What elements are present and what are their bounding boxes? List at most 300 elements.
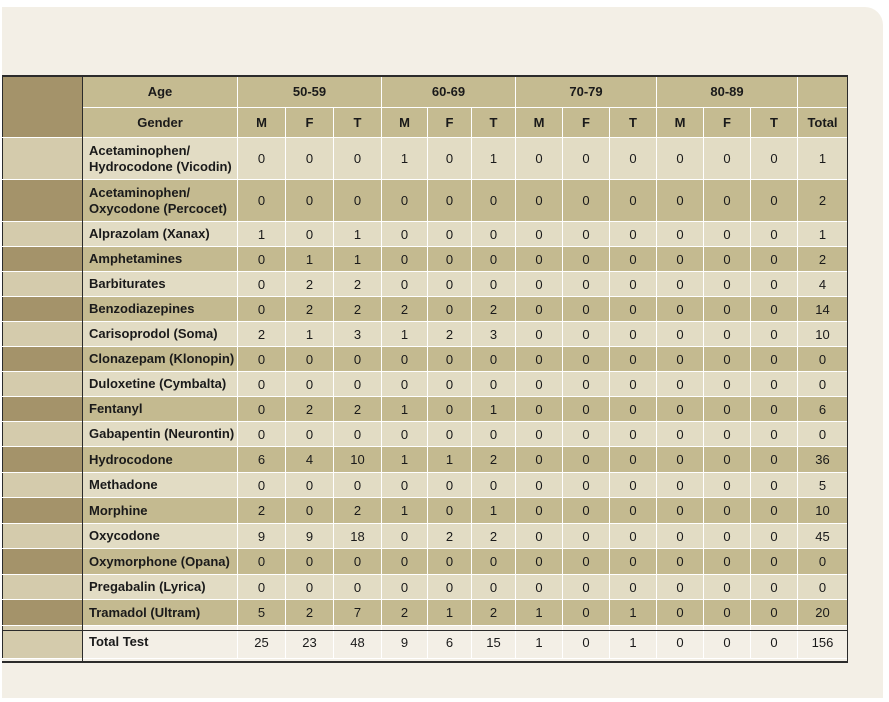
table-row bbox=[3, 347, 848, 372]
count-value: 0 bbox=[657, 138, 704, 180]
count-value: 0 bbox=[238, 247, 286, 272]
table-row bbox=[3, 397, 848, 422]
count-value: 1 bbox=[610, 600, 657, 626]
gender-cell: F bbox=[428, 108, 472, 138]
count-value: 0 bbox=[751, 422, 798, 447]
drug-name: Oxymorphone (Opana) bbox=[83, 549, 238, 575]
count-value: 2 bbox=[238, 498, 286, 524]
count-value: 0 bbox=[516, 524, 563, 549]
age-group-70-79: 70-79 bbox=[516, 76, 657, 108]
count-value: 0 bbox=[610, 372, 657, 397]
gender-cell: M bbox=[657, 108, 704, 138]
count-value: 0 bbox=[238, 473, 286, 498]
table-row bbox=[3, 222, 848, 247]
count-value: 0 bbox=[610, 180, 657, 222]
row-stub bbox=[3, 138, 83, 180]
count-value: 0 bbox=[428, 297, 472, 322]
drug-name: Clonazepam (Klonopin) bbox=[83, 347, 238, 372]
row-stub bbox=[3, 447, 83, 473]
count-value: 9 bbox=[286, 524, 334, 549]
count-value: 0 bbox=[516, 180, 563, 222]
count-value: 0 bbox=[286, 575, 334, 600]
total-row bbox=[3, 626, 848, 659]
row-stub bbox=[3, 76, 83, 138]
total-value: 0 bbox=[798, 422, 848, 447]
count-value: 0 bbox=[238, 372, 286, 397]
gender-cell: M bbox=[382, 108, 428, 138]
count-value: 1 bbox=[610, 626, 657, 659]
count-value: 0 bbox=[657, 422, 704, 447]
count-value: 0 bbox=[751, 397, 798, 422]
count-value: 0 bbox=[238, 549, 286, 575]
count-value: 0 bbox=[428, 473, 472, 498]
count-value: 0 bbox=[704, 422, 751, 447]
count-value: 0 bbox=[751, 222, 798, 247]
count-value: 0 bbox=[516, 498, 563, 524]
age-group-60-69: 60-69 bbox=[382, 76, 516, 108]
count-value: 0 bbox=[428, 138, 472, 180]
count-value: 0 bbox=[751, 600, 798, 626]
count-value: 0 bbox=[472, 222, 516, 247]
count-value: 0 bbox=[428, 575, 472, 600]
row-stub bbox=[3, 297, 83, 322]
table-row bbox=[3, 447, 848, 473]
count-value: 2 bbox=[286, 397, 334, 422]
count-value: 0 bbox=[751, 575, 798, 600]
count-value: 0 bbox=[382, 549, 428, 575]
row-stub bbox=[3, 473, 83, 498]
drug-name: Alprazolam (Xanax) bbox=[83, 222, 238, 247]
count-value: 0 bbox=[563, 524, 610, 549]
total-value: 0 bbox=[798, 372, 848, 397]
count-value: 0 bbox=[704, 498, 751, 524]
drug-name: Fentanyl bbox=[83, 397, 238, 422]
count-value: 0 bbox=[657, 297, 704, 322]
count-value: 1 bbox=[286, 247, 334, 272]
count-value: 0 bbox=[704, 447, 751, 473]
row-stub bbox=[3, 524, 83, 549]
count-value: 2 bbox=[286, 600, 334, 626]
count-value: 0 bbox=[704, 473, 751, 498]
row-stub bbox=[3, 272, 83, 297]
drug-name: Methadone bbox=[83, 473, 238, 498]
count-value: 0 bbox=[472, 549, 516, 575]
gender-cell: T bbox=[610, 108, 657, 138]
total-value: 156 bbox=[798, 626, 848, 659]
table-row bbox=[3, 297, 848, 322]
total-value: 10 bbox=[798, 498, 848, 524]
count-value: 0 bbox=[704, 297, 751, 322]
count-value: 0 bbox=[751, 473, 798, 498]
count-value: 2 bbox=[334, 297, 382, 322]
count-value: 0 bbox=[334, 549, 382, 575]
count-value: 0 bbox=[428, 180, 472, 222]
count-value: 0 bbox=[472, 575, 516, 600]
row-stub bbox=[3, 247, 83, 272]
gender-cell: M bbox=[238, 108, 286, 138]
count-value: 0 bbox=[657, 626, 704, 659]
count-value: 0 bbox=[657, 322, 704, 347]
count-value: 0 bbox=[610, 347, 657, 372]
count-value: 0 bbox=[428, 272, 472, 297]
count-value: 0 bbox=[610, 524, 657, 549]
table-row bbox=[3, 524, 848, 549]
table-row bbox=[3, 600, 848, 626]
count-value: 0 bbox=[238, 180, 286, 222]
table-row bbox=[3, 247, 848, 272]
row-stub bbox=[3, 397, 83, 422]
gender-cell: T bbox=[751, 108, 798, 138]
count-value: 0 bbox=[563, 247, 610, 272]
count-value: 0 bbox=[516, 473, 563, 498]
count-value: 0 bbox=[334, 347, 382, 372]
drug-name: Barbiturates bbox=[83, 272, 238, 297]
count-value: 0 bbox=[472, 180, 516, 222]
count-value: 0 bbox=[334, 138, 382, 180]
count-value: 2 bbox=[382, 297, 428, 322]
count-value: 0 bbox=[751, 549, 798, 575]
total-value: 5 bbox=[798, 473, 848, 498]
count-value: 0 bbox=[610, 473, 657, 498]
count-value: 0 bbox=[704, 575, 751, 600]
count-value: 0 bbox=[704, 397, 751, 422]
count-value: 0 bbox=[610, 498, 657, 524]
count-value: 0 bbox=[516, 222, 563, 247]
count-value: 1 bbox=[428, 447, 472, 473]
count-value: 0 bbox=[563, 372, 610, 397]
count-value: 1 bbox=[516, 626, 563, 659]
count-value: 0 bbox=[472, 422, 516, 447]
row-stub bbox=[3, 575, 83, 600]
table-row bbox=[3, 575, 848, 600]
count-value: 1 bbox=[238, 222, 286, 247]
total-value: 10 bbox=[798, 322, 848, 347]
count-value: 2 bbox=[286, 272, 334, 297]
table-row bbox=[3, 498, 848, 524]
count-value: 0 bbox=[657, 447, 704, 473]
count-value: 0 bbox=[610, 322, 657, 347]
row-stub bbox=[3, 600, 83, 626]
count-value: 0 bbox=[286, 422, 334, 447]
drug-name: Acetaminophen/ Oxycodone (Percocet) bbox=[83, 180, 238, 222]
count-value: 0 bbox=[563, 347, 610, 372]
count-value: 0 bbox=[751, 347, 798, 372]
count-value: 0 bbox=[610, 549, 657, 575]
count-value: 5 bbox=[238, 600, 286, 626]
count-value: 0 bbox=[657, 180, 704, 222]
count-value: 2 bbox=[334, 272, 382, 297]
count-value: 0 bbox=[610, 222, 657, 247]
age-group-80-89: 80-89 bbox=[657, 76, 798, 108]
count-value: 0 bbox=[238, 422, 286, 447]
count-value: 0 bbox=[563, 626, 610, 659]
count-value: 0 bbox=[704, 600, 751, 626]
count-value: 1 bbox=[382, 447, 428, 473]
count-value: 0 bbox=[286, 372, 334, 397]
total-value: 6 bbox=[798, 397, 848, 422]
drug-name: Total Test bbox=[83, 626, 238, 659]
count-value: 0 bbox=[516, 372, 563, 397]
count-value: 0 bbox=[382, 180, 428, 222]
count-value: 0 bbox=[334, 180, 382, 222]
header-row-gender bbox=[3, 108, 848, 138]
count-value: 0 bbox=[334, 575, 382, 600]
count-value: 1 bbox=[472, 397, 516, 422]
count-value: 1 bbox=[382, 322, 428, 347]
count-value: 0 bbox=[238, 397, 286, 422]
count-value: 0 bbox=[704, 222, 751, 247]
count-value: 2 bbox=[428, 524, 472, 549]
count-value: 0 bbox=[610, 575, 657, 600]
gender-cell: M bbox=[516, 108, 563, 138]
count-value: 0 bbox=[563, 498, 610, 524]
count-value: 2 bbox=[472, 297, 516, 322]
count-value: 0 bbox=[516, 272, 563, 297]
count-value: 6 bbox=[238, 447, 286, 473]
count-value: 2 bbox=[334, 498, 382, 524]
count-value: 0 bbox=[516, 247, 563, 272]
drug-name: Carisoprodol (Soma) bbox=[83, 322, 238, 347]
count-value: 0 bbox=[704, 272, 751, 297]
count-value: 0 bbox=[286, 498, 334, 524]
count-value: 7 bbox=[334, 600, 382, 626]
count-value: 2 bbox=[334, 397, 382, 422]
count-value: 6 bbox=[428, 626, 472, 659]
drug-name: Pregabalin (Lyrica) bbox=[83, 575, 238, 600]
count-value: 0 bbox=[428, 222, 472, 247]
count-value: 0 bbox=[472, 347, 516, 372]
count-value: 2 bbox=[428, 322, 472, 347]
count-value: 1 bbox=[428, 600, 472, 626]
count-value: 48 bbox=[334, 626, 382, 659]
count-value: 0 bbox=[516, 397, 563, 422]
count-value: 0 bbox=[657, 524, 704, 549]
total-value: 4 bbox=[798, 272, 848, 297]
count-value: 0 bbox=[516, 422, 563, 447]
count-value: 0 bbox=[751, 297, 798, 322]
count-value: 0 bbox=[428, 422, 472, 447]
count-value: 0 bbox=[563, 272, 610, 297]
count-value: 0 bbox=[516, 347, 563, 372]
count-value: 0 bbox=[751, 524, 798, 549]
count-value: 0 bbox=[382, 524, 428, 549]
count-value: 0 bbox=[382, 272, 428, 297]
count-value: 0 bbox=[657, 372, 704, 397]
count-value: 0 bbox=[751, 180, 798, 222]
row-stub bbox=[3, 372, 83, 397]
total-header: Total bbox=[798, 108, 848, 138]
count-value: 0 bbox=[657, 347, 704, 372]
count-value: 0 bbox=[704, 138, 751, 180]
table-row bbox=[3, 372, 848, 397]
count-value: 0 bbox=[334, 372, 382, 397]
gender-cell: F bbox=[563, 108, 610, 138]
drug-name: Hydrocodone bbox=[83, 447, 238, 473]
count-value: 2 bbox=[472, 600, 516, 626]
drug-name: Oxycodone bbox=[83, 524, 238, 549]
count-value: 1 bbox=[286, 322, 334, 347]
count-value: 9 bbox=[382, 626, 428, 659]
count-value: 0 bbox=[563, 549, 610, 575]
total-value: 1 bbox=[798, 222, 848, 247]
count-value: 1 bbox=[472, 498, 516, 524]
table-row bbox=[3, 549, 848, 575]
count-value: 0 bbox=[382, 575, 428, 600]
count-value: 0 bbox=[472, 272, 516, 297]
header-row-age bbox=[3, 76, 848, 108]
count-value: 0 bbox=[751, 626, 798, 659]
count-value: 0 bbox=[382, 372, 428, 397]
drug-name: Duloxetine (Cymbalta) bbox=[83, 372, 238, 397]
count-value: 0 bbox=[563, 473, 610, 498]
count-value: 0 bbox=[657, 600, 704, 626]
count-value: 0 bbox=[428, 347, 472, 372]
count-value: 0 bbox=[610, 247, 657, 272]
count-value: 0 bbox=[428, 498, 472, 524]
gender-label: Gender bbox=[83, 108, 238, 138]
count-value: 0 bbox=[472, 372, 516, 397]
count-value: 1 bbox=[382, 138, 428, 180]
count-value: 0 bbox=[563, 422, 610, 447]
count-value: 25 bbox=[238, 626, 286, 659]
row-stub bbox=[3, 180, 83, 222]
gender-cell: T bbox=[472, 108, 516, 138]
total-value: 20 bbox=[798, 600, 848, 626]
count-value: 0 bbox=[382, 347, 428, 372]
count-value: 1 bbox=[516, 600, 563, 626]
count-value: 0 bbox=[516, 575, 563, 600]
count-value: 0 bbox=[472, 247, 516, 272]
count-value: 2 bbox=[238, 322, 286, 347]
table-row bbox=[3, 180, 848, 222]
count-value: 4 bbox=[286, 447, 334, 473]
total-value: 0 bbox=[798, 549, 848, 575]
count-value: 0 bbox=[382, 247, 428, 272]
count-value: 0 bbox=[704, 247, 751, 272]
count-value: 0 bbox=[657, 473, 704, 498]
row-stub bbox=[3, 549, 83, 575]
count-value: 0 bbox=[563, 222, 610, 247]
count-value: 0 bbox=[516, 297, 563, 322]
drug-test-table bbox=[2, 75, 848, 659]
count-value: 0 bbox=[563, 397, 610, 422]
count-value: 1 bbox=[334, 247, 382, 272]
count-value: 0 bbox=[563, 297, 610, 322]
count-value: 0 bbox=[751, 447, 798, 473]
count-value: 0 bbox=[382, 422, 428, 447]
total-value: 0 bbox=[798, 575, 848, 600]
count-value: 0 bbox=[516, 447, 563, 473]
count-value: 0 bbox=[563, 600, 610, 626]
count-value: 3 bbox=[472, 322, 516, 347]
count-value: 0 bbox=[657, 575, 704, 600]
count-value: 0 bbox=[334, 473, 382, 498]
age-group-50-59: 50-59 bbox=[238, 76, 382, 108]
count-value: 0 bbox=[238, 347, 286, 372]
gender-cell: F bbox=[286, 108, 334, 138]
count-value: 0 bbox=[238, 272, 286, 297]
drug-name: Acetaminophen/ Hydrocodone (Vicodin) bbox=[83, 138, 238, 180]
count-value: 0 bbox=[286, 549, 334, 575]
gender-cell: F bbox=[704, 108, 751, 138]
count-value: 0 bbox=[610, 422, 657, 447]
count-value: 1 bbox=[334, 222, 382, 247]
count-value: 0 bbox=[751, 272, 798, 297]
count-value: 0 bbox=[286, 347, 334, 372]
count-value: 2 bbox=[286, 297, 334, 322]
drug-name: Tramadol (Ultram) bbox=[83, 600, 238, 626]
count-value: 2 bbox=[382, 600, 428, 626]
count-value: 0 bbox=[704, 549, 751, 575]
count-value: 0 bbox=[382, 222, 428, 247]
count-value: 0 bbox=[704, 180, 751, 222]
count-value: 0 bbox=[704, 347, 751, 372]
count-value: 0 bbox=[751, 498, 798, 524]
count-value: 0 bbox=[563, 138, 610, 180]
table-row bbox=[3, 322, 848, 347]
count-value: 0 bbox=[704, 372, 751, 397]
count-value: 0 bbox=[286, 473, 334, 498]
count-value: 0 bbox=[286, 138, 334, 180]
count-value: 0 bbox=[657, 397, 704, 422]
count-value: 0 bbox=[610, 138, 657, 180]
count-value: 0 bbox=[610, 272, 657, 297]
count-value: 0 bbox=[563, 180, 610, 222]
count-value: 3 bbox=[334, 322, 382, 347]
table-row bbox=[3, 473, 848, 498]
count-value: 0 bbox=[382, 473, 428, 498]
count-value: 1 bbox=[382, 498, 428, 524]
count-value: 0 bbox=[238, 297, 286, 322]
row-stub bbox=[3, 347, 83, 372]
count-value: 0 bbox=[657, 549, 704, 575]
count-value: 0 bbox=[751, 322, 798, 347]
count-value: 18 bbox=[334, 524, 382, 549]
total-value: 2 bbox=[798, 247, 848, 272]
count-value: 0 bbox=[516, 549, 563, 575]
total-value: 45 bbox=[798, 524, 848, 549]
count-value: 2 bbox=[472, 447, 516, 473]
count-value: 0 bbox=[751, 138, 798, 180]
count-value: 0 bbox=[286, 180, 334, 222]
count-value: 0 bbox=[563, 322, 610, 347]
count-value: 0 bbox=[657, 498, 704, 524]
count-value: 0 bbox=[563, 447, 610, 473]
drug-name: Amphetamines bbox=[83, 247, 238, 272]
count-value: 0 bbox=[610, 397, 657, 422]
total-value: 2 bbox=[798, 180, 848, 222]
count-value: 0 bbox=[238, 575, 286, 600]
gender-cell: T bbox=[334, 108, 382, 138]
count-value: 0 bbox=[472, 473, 516, 498]
count-value: 0 bbox=[516, 322, 563, 347]
row-stub bbox=[3, 498, 83, 524]
count-value: 9 bbox=[238, 524, 286, 549]
row-stub bbox=[3, 626, 83, 659]
count-value: 0 bbox=[428, 397, 472, 422]
table-row bbox=[3, 422, 848, 447]
count-value: 0 bbox=[657, 222, 704, 247]
drug-name: Gabapentin (Neurontin) bbox=[83, 422, 238, 447]
count-value: 1 bbox=[382, 397, 428, 422]
count-value: 10 bbox=[334, 447, 382, 473]
count-value: 0 bbox=[610, 297, 657, 322]
count-value: 0 bbox=[334, 422, 382, 447]
count-value: 0 bbox=[428, 549, 472, 575]
count-value: 0 bbox=[428, 247, 472, 272]
table-row bbox=[3, 138, 848, 180]
age-total-blank bbox=[798, 76, 848, 108]
